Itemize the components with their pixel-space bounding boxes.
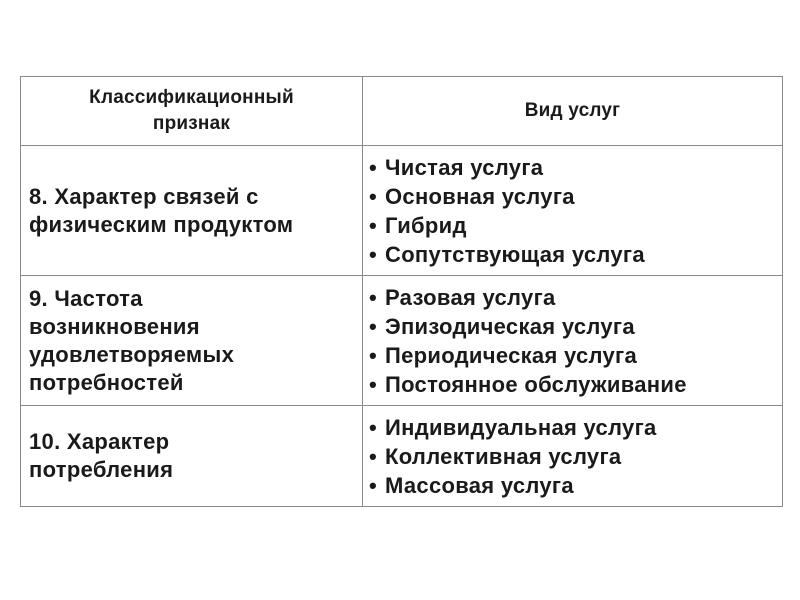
- service-type-label: Чистая услуга: [385, 154, 544, 180]
- feature-cell: [21, 146, 363, 276]
- feature-line: 10. Характер: [29, 429, 170, 454]
- table-row: [21, 406, 783, 507]
- service-type-label: Сопутствующая услуга: [385, 241, 645, 267]
- bullet-icon: •: [369, 371, 378, 397]
- service-types-list: [369, 153, 782, 269]
- feature-line: удовлетворяемых: [29, 341, 235, 367]
- feature-line: 8. Характер связей с: [29, 183, 259, 209]
- list-item: [369, 341, 782, 370]
- bullet-icon: •: [369, 342, 378, 368]
- header-feature-line: Классификационный: [89, 87, 294, 108]
- service-type-label: Периодическая услуга: [385, 342, 638, 368]
- service-type-label: Постоянное обслуживание: [385, 371, 687, 397]
- bullet-icon: •: [369, 154, 378, 180]
- feature-cell: [21, 406, 363, 507]
- service-types-list: [369, 413, 782, 500]
- feature-cell: [21, 276, 363, 406]
- service-type-label: Коллективная услуга: [385, 443, 622, 469]
- service-type-label: Основная услуга: [385, 183, 575, 209]
- list-item: [369, 182, 782, 211]
- bullet-icon: •: [369, 284, 378, 310]
- list-item: [369, 211, 782, 240]
- table-row: [21, 146, 783, 276]
- service-types-cell: [363, 406, 783, 507]
- list-item: [369, 283, 782, 312]
- bullet-icon: •: [369, 183, 378, 209]
- service-type-label: Эпизодическая услуга: [385, 313, 635, 339]
- service-types-list: [369, 283, 782, 399]
- list-item: [369, 442, 782, 471]
- service-types-cell: [363, 146, 783, 276]
- bullet-icon: •: [369, 443, 378, 469]
- bullet-icon: •: [369, 313, 378, 339]
- list-item: [369, 312, 782, 341]
- header-service-type-label: Вид услуг: [524, 100, 621, 121]
- service-type-label: Разовая услуга: [385, 284, 556, 310]
- list-item: [369, 240, 782, 269]
- list-item: [369, 471, 782, 500]
- list-item: [369, 413, 782, 442]
- feature-line: возникновения: [29, 313, 200, 339]
- feature-line: физическим продуктом: [29, 211, 294, 237]
- header-classification-feature: [21, 77, 363, 146]
- service-type-label: Массовая услуга: [385, 472, 574, 498]
- feature-line: 9. Частота: [29, 285, 143, 311]
- bullet-icon: •: [369, 241, 378, 267]
- bullet-icon: •: [369, 472, 378, 498]
- bullet-icon: •: [369, 212, 378, 238]
- list-item: [369, 153, 782, 182]
- feature-line: потребностей: [29, 369, 184, 395]
- service-types-cell: [363, 276, 783, 406]
- header-feature-line: признак: [152, 113, 231, 134]
- feature-line: потребления: [29, 457, 174, 482]
- table-row: [21, 276, 783, 406]
- classification-table: [20, 76, 783, 507]
- service-type-label: Индивидуальная услуга: [385, 414, 657, 440]
- service-type-label: Гибрид: [385, 212, 467, 238]
- header-service-type: [363, 77, 783, 146]
- bullet-icon: •: [369, 414, 378, 440]
- table-header-row: [21, 77, 783, 146]
- list-item: [369, 370, 782, 399]
